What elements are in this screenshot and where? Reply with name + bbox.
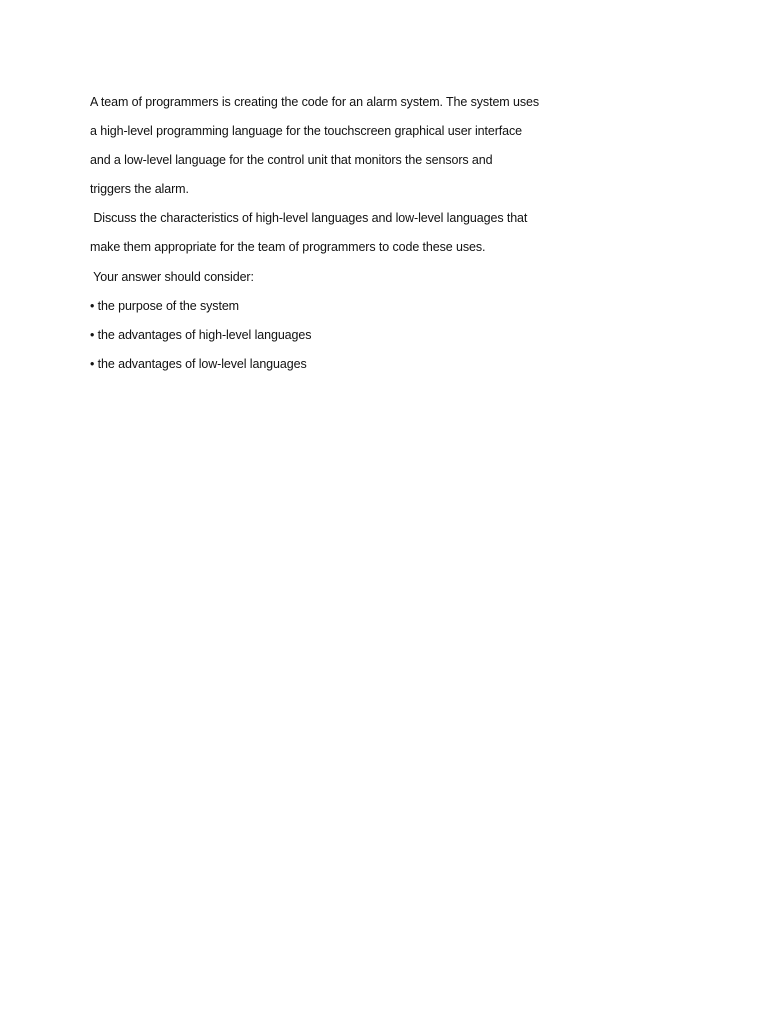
task-line-2: make them appropriate for the team of programmers to code these uses.	[90, 240, 486, 255]
consider-heading: Your answer should consider:	[90, 269, 254, 284]
question-text	[90, 88, 650, 379]
scenario-line-3: and a low-level language for the control unit that monitors the sensors and	[90, 153, 493, 168]
scenario-line-4: triggers the alarm.	[90, 182, 189, 197]
scenario-line-1: A team of programmers is creating the code for an alarm system. The system uses	[90, 95, 539, 109]
scenario-line-2: a high-level programming language for the touchscreen graphical user interface	[90, 124, 523, 139]
task-line-1: Discuss the characteristics of high-level languages and low-level languages that	[90, 211, 528, 226]
bullet-item-low-level: • the advantages of low-level languages	[90, 356, 307, 371]
bullet-item-purpose: • the purpose of the system	[90, 298, 239, 313]
bullet-item-high-level: • the advantages of high-level languages	[90, 327, 312, 342]
